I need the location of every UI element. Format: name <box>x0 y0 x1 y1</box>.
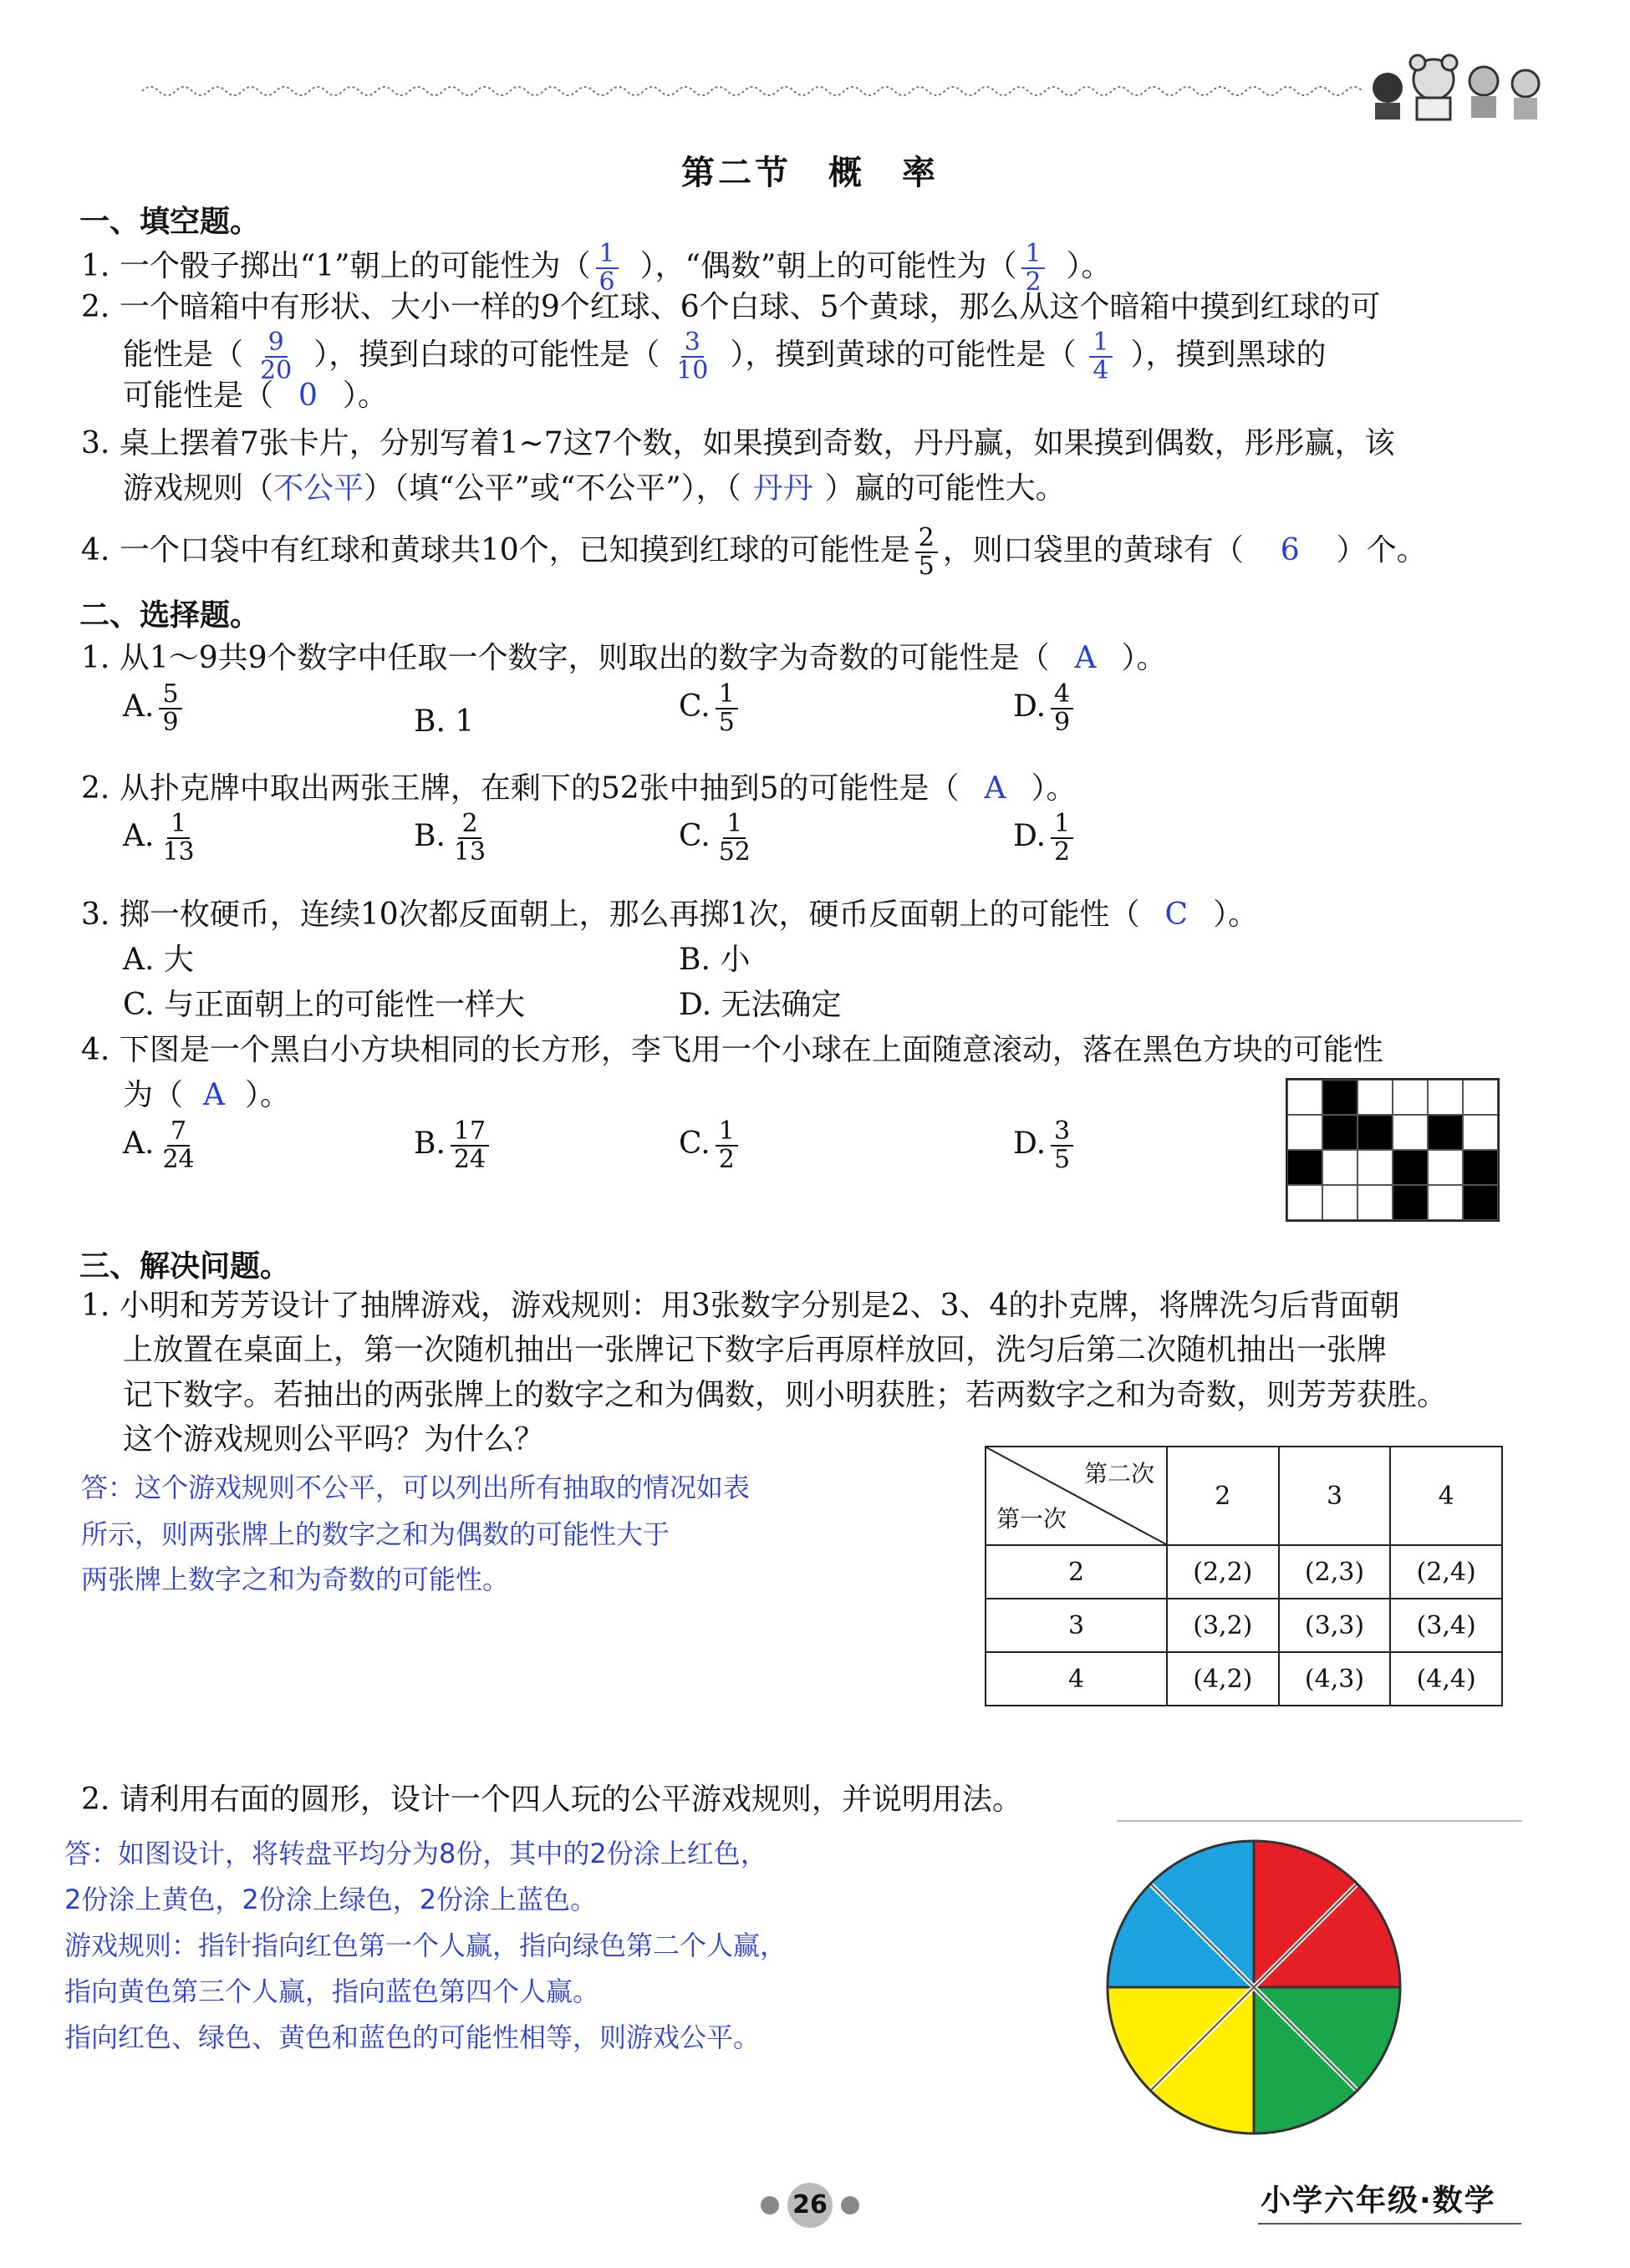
s1-q4-answer: 6 <box>1280 533 1300 567</box>
s2-q4-optC: C. $\frac{1}{2}$ <box>679 1118 743 1173</box>
table-row-header: 4 <box>986 1652 1167 1706</box>
s2-q4-optA: A. $\frac{7}{24}$ <box>123 1116 195 1174</box>
s2-q1-answer: A <box>1074 641 1097 675</box>
s2-q2-optB: B. $\frac{2}{13}$ <box>414 809 486 867</box>
s1-q1: 1. 一个骰子掷出“1”朝上的可能性为（ $\frac{1}{6}$ ），“偶数”朝上的可能性为（ $\frac{1}{2}$ ）。 <box>81 239 1112 297</box>
s1-q2-answer4: 0 <box>298 379 318 413</box>
table-cell: (4,2) <box>1167 1652 1279 1706</box>
s3-q1-line1: 1. 小明和芳芳设计了抽牌游戏，游戏规则：用3张数字分别是2、3、4的扑克牌，将牌洗匀后背面朝 <box>81 1289 1400 1323</box>
s2-q3-answer: C <box>1164 898 1189 932</box>
s1-q2-answer1: $\frac{9}{20}$ <box>260 328 293 385</box>
table-cell: (3,2) <box>1167 1599 1279 1652</box>
s3-q2-answer-line4: 指向黄色第三个人赢，指向蓝色第四个人赢。 <box>64 1976 600 2007</box>
table-row-header: 3 <box>986 1599 1167 1652</box>
dot-icon <box>841 2196 859 2215</box>
table-col-header: 2 <box>1167 1447 1279 1545</box>
checker-grid <box>1286 1078 1500 1222</box>
table-corner-cell: 第二次 第一次 <box>986 1447 1167 1545</box>
table-row <box>986 1545 1502 1599</box>
s3-q2-answer-line2: 2份涂上黄色，2份涂上绿色，2份涂上蓝色。 <box>64 1884 598 1915</box>
dot-icon <box>761 2196 779 2215</box>
s2-q3-optD: D. 无法确定 <box>679 988 842 1022</box>
table-cell: (2,2) <box>1167 1545 1279 1599</box>
s1-q2-answer2: $\frac{3}{10}$ <box>676 328 709 385</box>
s3-q2-underline <box>1117 1820 1522 1822</box>
table-row-header: 2 <box>986 1545 1167 1599</box>
s2-q2: 2. 从扑克牌中取出两张王牌，在剩下的52张中抽到5的可能性是（ A ）。 <box>81 771 1077 806</box>
s2-q2-optA: A. $\frac{1}{13}$ <box>123 809 195 867</box>
s1-q1-answer2: $\frac{1}{2}$ <box>1021 241 1044 296</box>
s3-q2-answer-line1: 答：如图设计，将转盘平均分为8份，其中的2份涂上红色， <box>64 1838 767 1869</box>
s1-q4-fraction: $\frac{2}{5}$ <box>915 525 938 580</box>
section3-heading: 三、解决问题。 <box>79 1249 291 1284</box>
header-wavy-line <box>142 79 1363 104</box>
s2-q3-optC: C. 与正面朝上的可能性一样大 <box>123 988 526 1022</box>
table-header-row <box>986 1447 1502 1545</box>
s2-q1-optB: B. 1 <box>414 704 475 739</box>
s2-q4-answer: A <box>203 1078 226 1112</box>
table-cell: (4,3) <box>1279 1652 1391 1706</box>
table-col-header: 4 <box>1390 1447 1502 1545</box>
s3-q1-answer-line2: 所示，则两张牌上的数字之和为偶数的可能性大于 <box>81 1518 670 1550</box>
footer-underline <box>1258 2223 1521 2225</box>
page-number-badge <box>761 2183 859 2228</box>
book-title: 小学六年级·数学 <box>1261 2184 1496 2218</box>
s2-q2-answer: A <box>984 771 1006 806</box>
header-cartoon-icon <box>1363 46 1546 125</box>
s1-q1-answer1: $\frac{1}{6}$ <box>596 241 619 296</box>
s1-q2-line1: 2. 一个暗箱中有形状、大小一样的9个红球、6个白球、5个黄球，那么从这个暗箱中摸到红球的可 <box>81 290 1381 324</box>
s2-q1-optC: C. $\frac{1}{5}$ <box>679 681 743 736</box>
s1-q4: 4. 一个口袋中有红球和黄球共10个，已知摸到红球的可能性是 $\frac{2}{5}$ ，则口袋里的黄球有（ 6 ）个。 <box>81 523 1427 581</box>
s3-q2: 2. 请利用右面的圆形，设计一个四人玩的公平游戏规则，并说明用法。 <box>81 1782 1022 1817</box>
s3-q1-answer-line1: 答：这个游戏规则不公平，可以列出所有抽取的情况如表 <box>81 1472 751 1503</box>
spinner-wheel <box>1105 1838 1403 2136</box>
s3-q1-answer-line3: 两张牌上数字之和为奇数的可能性。 <box>81 1564 510 1595</box>
s2-q3-optA: A. 大 <box>123 943 194 977</box>
s3-q2-answer-line3: 游戏规则：指针指向红色第一个人赢，指向绿色第二个人赢， <box>64 1930 787 1961</box>
table-cell: (4,4) <box>1390 1652 1502 1706</box>
s3-q1-line3: 记下数字。若抽出的两张牌上的数字之和为偶数，则小明获胜；若两数字之和为奇数，则芳芳获胜。 <box>123 1378 1448 1412</box>
s1-q2-line2: 能性是（ $\frac{9}{20}$ ），摸到白球的可能性是（ $\frac{3}{10}$ ），摸到黄球的可能性是（ $\frac{1}{4}$ ），摸到黑球的 <box>123 328 1327 385</box>
s1-q2-line3: 可能性是（ 0 ）。 <box>123 379 388 413</box>
s2-q1-optA: A. $\frac{5}{9}$ <box>123 681 187 736</box>
table-cell: (3,4) <box>1390 1599 1502 1652</box>
table-row <box>986 1599 1502 1652</box>
s2-q3: 3. 掷一枚硬币，连续10次都反面朝上，那么再掷1次，硬币反面朝上的可能性（ C ）。 <box>81 898 1259 932</box>
table-col-header: 3 <box>1279 1447 1391 1545</box>
s2-q1: 1. 从1～9共9个数字中任取一个数字，则取出的数字为奇数的可能性是（ A ）。 <box>81 641 1167 675</box>
s2-q3-optB: B. 小 <box>679 943 751 977</box>
s2-q4-line2: 为（ A ）。 <box>123 1078 291 1112</box>
s2-q2-optC: C. $\frac{1}{52}$ <box>679 809 751 867</box>
s3-q1-line2: 上放置在桌面上，第一次随机抽出一张牌记下数字后再原样放回，洗匀后第二次随机抽出一张牌 <box>123 1333 1388 1367</box>
page-number: 26 <box>787 2183 833 2228</box>
s1-q3-line1: 3. 桌上摆着7张卡片，分别写着1~7这7个数，如果摸到奇数，丹丹赢，如果摸到偶数，彤彤赢，该 <box>81 426 1395 460</box>
table-row <box>986 1652 1502 1706</box>
s1-q3-answer1: 不公平 <box>273 471 364 506</box>
table-cell: (2,4) <box>1390 1545 1502 1599</box>
table-cell: (2,3) <box>1279 1545 1391 1599</box>
draw-results-table <box>985 1446 1503 1706</box>
s2-q2-optD: D. $\frac{1}{2}$ <box>1013 811 1078 866</box>
s2-q4-optD: D. $\frac{3}{5}$ <box>1013 1118 1078 1173</box>
s3-q1-line4: 这个游戏规则公平吗？为什么？ <box>123 1422 545 1457</box>
section2-heading: 二、选择题。 <box>79 598 261 633</box>
page-title: 第二节 概 率 <box>681 154 939 192</box>
section1-heading: 一、填空题。 <box>79 205 261 239</box>
s2-q4-line1: 4. 下图是一个黑白小方块相同的长方形，李飞用一个小球在上面随意滚动，落在黑色方块的可能性 <box>81 1033 1383 1067</box>
s2-q1-optD: D. $\frac{4}{9}$ <box>1013 681 1078 736</box>
s3-q2-answer-line5: 指向红色、绿色、黄色和蓝色的可能性相等，则游戏公平。 <box>64 2021 761 2053</box>
s1-q3-answer2: 丹丹 <box>752 471 813 506</box>
table-cell: (3,3) <box>1279 1599 1391 1652</box>
s1-q3-line2: 游戏规则（不公平）（填“公平”或“不公平”），（ 丹丹 ）赢的可能性大。 <box>123 471 1066 506</box>
s1-q2-answer3: $\frac{1}{4}$ <box>1089 329 1112 384</box>
s2-q4-optB: B. $\frac{17}{24}$ <box>414 1118 494 1173</box>
